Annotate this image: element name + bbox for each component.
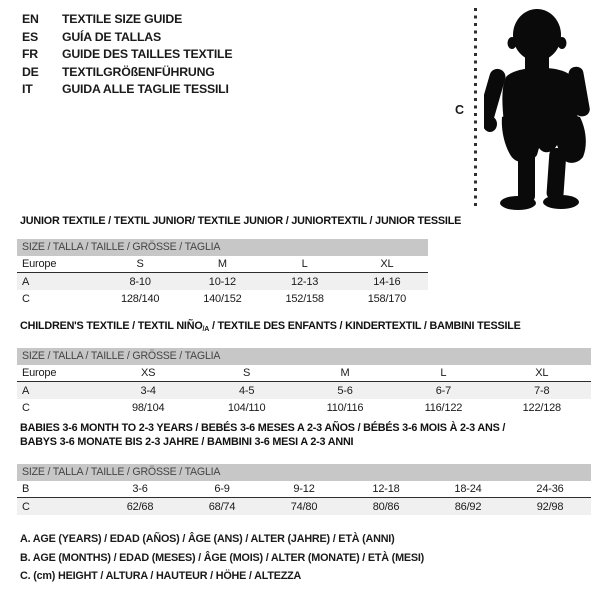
size-cell: 116/122 xyxy=(424,401,463,414)
size-cell: 5-6 xyxy=(337,384,353,397)
size-cell: M xyxy=(340,367,350,379)
toddler-silhouette-icon xyxy=(484,5,598,212)
size-cell: 68/74 xyxy=(208,500,236,513)
size-cell: 3-6 xyxy=(132,483,148,495)
language-row-es xyxy=(22,29,232,47)
section-title-babies-line1: BABIES 3-6 MONTH TO 2-3 YEARS / BEBÉS 3-6 MESES A 2-3 AÑOS / BÉBÉS 3-6 MOIS À 2-3 ANS / xyxy=(20,422,506,434)
table-row-europe xyxy=(17,256,428,273)
row-label: C xyxy=(22,292,30,305)
size-cell: 24-36 xyxy=(536,483,564,495)
legend xyxy=(20,530,424,586)
row-label: Europe xyxy=(22,258,57,270)
language-code: FR xyxy=(22,47,38,61)
size-cell: 10-12 xyxy=(208,275,236,288)
junior-size-table xyxy=(17,239,428,307)
size-cell: L xyxy=(301,258,308,270)
language-row-de xyxy=(22,64,232,82)
height-marker-label: C xyxy=(455,103,465,117)
size-cell: 74/80 xyxy=(290,500,318,513)
row-label: A xyxy=(22,384,30,397)
language-code: ES xyxy=(22,29,39,44)
size-cell: 110/116 xyxy=(326,401,364,414)
table-row-age xyxy=(17,273,428,290)
size-cell: 12-18 xyxy=(372,483,400,495)
table-row-height xyxy=(17,498,591,515)
size-header-band: SIZE / TALLA / TAILLE / GRÖSSE / TAGLIA xyxy=(17,348,591,365)
children-size-table xyxy=(17,348,591,416)
row-label: C xyxy=(22,500,30,513)
size-cell: S xyxy=(136,258,144,270)
size-cell: XL xyxy=(380,258,394,270)
size-cell: 140/152 xyxy=(203,292,242,305)
language-code: DE xyxy=(22,64,39,79)
row-label: B xyxy=(22,483,30,495)
size-header-band: SIZE / TALLA / TAILLE / GRÖSSE / TAGLIA xyxy=(17,239,428,256)
section-title-children-post: / TEXTILE DES ENFANTS / KINDERTEXTIL / BAMBINI TESSILE xyxy=(209,320,521,332)
size-cell: 6-9 xyxy=(214,483,230,495)
size-cell: 152/158 xyxy=(285,292,324,305)
guide-title-en: TEXTILE SIZE GUIDE xyxy=(62,12,183,26)
table-row-europe xyxy=(17,365,591,382)
size-cell: XL xyxy=(535,367,549,379)
guide-title-fr: GUIDE DES TAILLES TEXTILE xyxy=(62,47,233,61)
size-cell: 7-8 xyxy=(534,384,550,397)
size-cell: 3-4 xyxy=(140,384,156,397)
row-label: C xyxy=(22,401,30,414)
babies-size-table xyxy=(17,464,591,515)
height-dotted-line xyxy=(474,8,477,210)
guide-title-es: GUÍA DE TALLAS xyxy=(62,29,161,44)
size-cell: 104/110 xyxy=(227,401,266,414)
section-title-babies-line2: BABYS 3-6 MONATE BIS 2-3 JAHRE / BAMBINI 3-6 MESI A 2-3 ANNI xyxy=(20,435,354,448)
toddler-silhouette-shapes xyxy=(484,9,591,210)
section-title-children xyxy=(20,320,521,333)
size-cell: 12-13 xyxy=(291,275,319,288)
size-cell: 158/170 xyxy=(367,292,407,305)
table-row-age xyxy=(17,382,591,399)
size-cell: 6-7 xyxy=(435,384,452,397)
row-label: Europe xyxy=(22,367,57,379)
size-cell: 4-5 xyxy=(238,384,255,397)
size-cell: 98/104 xyxy=(131,401,165,414)
size-header-band: SIZE / TALLA / TAILLE / GRÖSSE / TAGLIA xyxy=(17,464,591,481)
section-title-children-pre: CHILDREN'S TEXTILE / TEXTIL NIÑO xyxy=(20,320,203,332)
table-row-height xyxy=(17,399,591,416)
section-title-babies xyxy=(20,422,505,449)
size-cell: 80/86 xyxy=(372,500,400,513)
guide-title-de: TEXTILGRÖßENFÜHRUNG xyxy=(62,64,215,79)
language-row-en xyxy=(22,11,232,29)
language-list xyxy=(22,11,232,99)
legend-age-years: A. AGE (YEARS) / EDAD (AÑOS) / ÂGE (ANS) / ALTER (JAHRE) / ETÀ (ANNI) xyxy=(20,533,395,545)
size-cell: 122/128 xyxy=(522,401,561,414)
table-row-height xyxy=(17,290,428,307)
language-code: IT xyxy=(22,82,33,96)
size-cell: 86/92 xyxy=(454,500,482,513)
row-label: A xyxy=(22,275,30,288)
legend-age-months: B. AGE (MONTHS) / EDAD (MESES) / ÂGE (MOIS) / ALTER (MONATE) / ETÀ (MESI) xyxy=(20,551,425,564)
section-title-junior: JUNIOR TEXTILE / TEXTIL JUNIOR/ TEXTILE JUNIOR / JUNIORTEXTIL / JUNIOR TESSILE xyxy=(20,215,462,227)
size-cell: 18-24 xyxy=(454,483,482,495)
size-cell: S xyxy=(243,367,251,379)
table-row-months xyxy=(17,481,591,498)
language-row-fr xyxy=(22,46,232,64)
size-cell: 92/98 xyxy=(536,500,564,513)
size-cell: XS xyxy=(141,367,156,379)
size-cell: 8-10 xyxy=(129,275,151,288)
language-code: EN xyxy=(22,12,39,26)
size-cell: 62/68 xyxy=(126,500,154,513)
section-title-children-sub: /A xyxy=(202,326,210,333)
language-row-it xyxy=(22,81,232,99)
size-cell: L xyxy=(440,367,447,379)
size-cell: M xyxy=(217,258,227,270)
guide-title-it: GUIDA ALLE TAGLIE TESSILI xyxy=(62,82,229,96)
size-cell: 14-16 xyxy=(373,275,401,288)
size-cell: 128/140 xyxy=(120,292,160,305)
legend-height-cm: C. (cm) HEIGHT / ALTURA / HAUTEUR / HÖHE / ALTEZZA xyxy=(20,570,302,583)
size-cell: 9-12 xyxy=(293,483,315,495)
